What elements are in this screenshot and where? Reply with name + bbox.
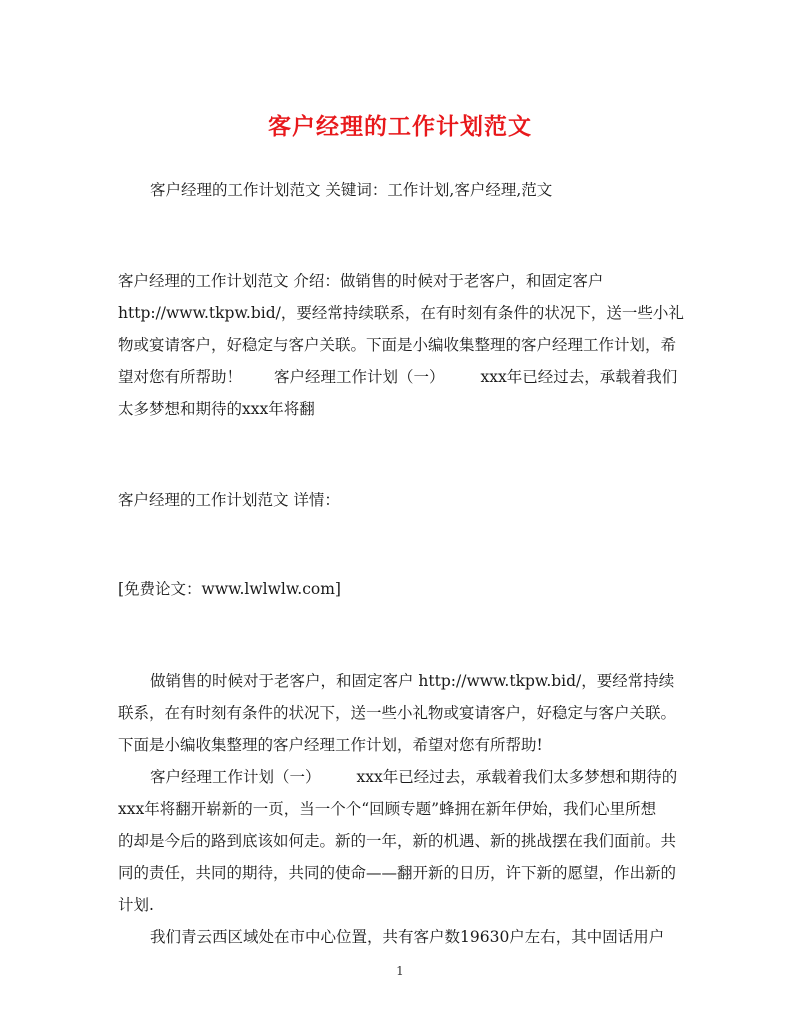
- body-p2-line-1: [150, 767, 677, 787]
- body-p2-line-1-part-a: 客户经理工作计划（一）: [150, 768, 321, 786]
- body-p2-line-4: 同的责任，共同的期待，共同的使命——翻开新的日历，许下新的愿望，作出新的: [118, 864, 677, 882]
- document-title: 客户经理的工作计划范文: [268, 113, 532, 140]
- intro-line-3: 物或宴请客户，好稳定与客户关联。下面是小编收集整理的客户经理工作计划，希: [118, 336, 677, 354]
- intro-line-4-part-a: 望对您有所帮助！: [118, 368, 243, 386]
- free-paper-line: [免费论文：www.lwlwlw.com]: [118, 580, 341, 598]
- page-number: 1: [396, 964, 404, 978]
- intro-line-5: 太多梦想和期待的xxx年将翻: [118, 400, 315, 418]
- intro-line-4-part-c: xxx年已经过去，承载着我们: [480, 368, 678, 386]
- body-p3-line-1: 我们青云西区域处在市中心位置，共有客户数19630户左右，其中固话用户: [150, 928, 665, 946]
- body-p2-line-5: 计划.: [118, 896, 154, 914]
- intro-line-2: http://www.tkpw.bid/，要经常持续联系，在有时刻有条件的状况下，送一些小礼: [118, 304, 684, 322]
- body-p1-line-1: 做销售的时候对于老客户，和固定客户 http://www.tkpw.bid/，要经常持续: [150, 672, 675, 690]
- intro-line-4-part-b: 客户经理工作计划（一）: [274, 368, 445, 386]
- body-p1-line-2: 联系，在有时刻有条件的状况下，送一些小礼物或宴请客户，好稳定与客户关联。: [118, 704, 677, 722]
- body-p2-line-2: xxx年将翻开崭新的一页，当一个个“回顾专题”蜂拥在新年伊始，我们心里所想: [118, 800, 657, 818]
- body-p2-line-3: 的却是今后的路到底该如何走。新的一年，新的机遇、新的挑战摆在我们面前。共: [118, 832, 677, 850]
- details-line: 客户经理的工作计划范文 详情：: [118, 491, 340, 509]
- keywords-line: 客户经理的工作计划范文 关键词：工作计划,客户经理,范文: [150, 181, 553, 199]
- body-p2-line-1-part-b: xxx年已经过去，承载着我们太多梦想和期待的: [356, 768, 678, 786]
- intro-line-4: [118, 367, 677, 387]
- intro-line-1: 客户经理的工作计划范文 介绍：做销售的时候对于老客户，和固定客户: [118, 272, 604, 290]
- body-p1-line-3: 下面是小编收集整理的客户经理工作计划，希望对您有所帮助!: [118, 736, 543, 754]
